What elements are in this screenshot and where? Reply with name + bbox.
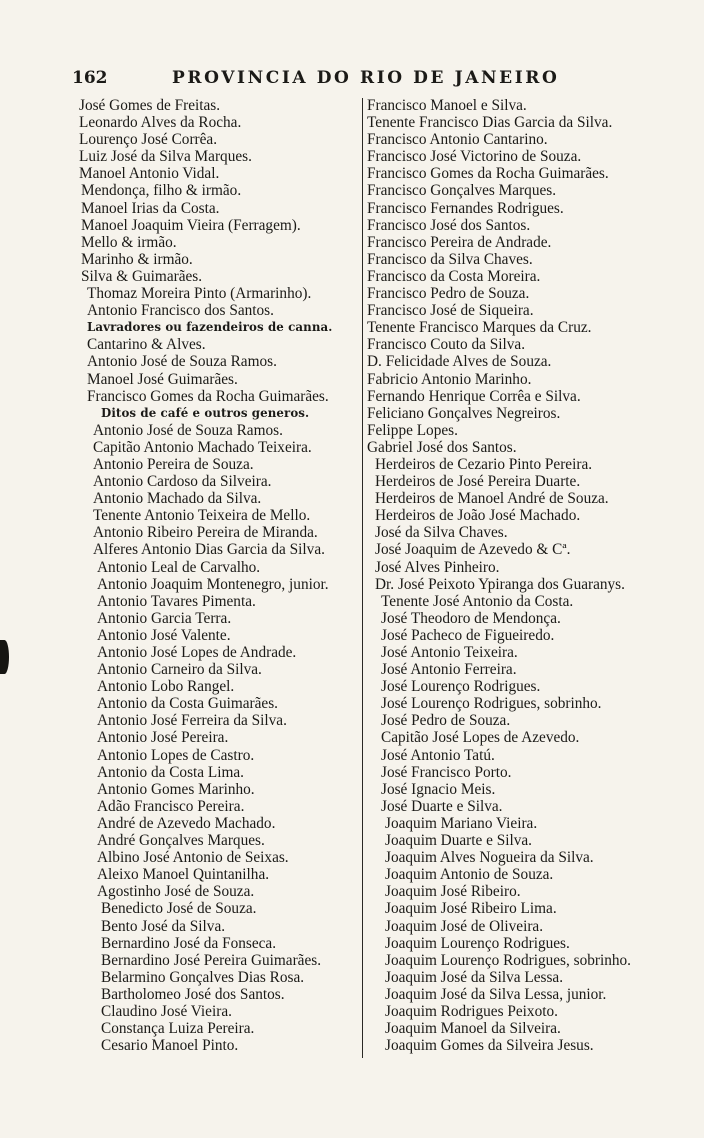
list-item: Joaquim Lourenço Rodrigues, sobrinho. (385, 951, 631, 969)
list-item: Manoel Antonio Vidal. (79, 165, 220, 183)
list-item: Joaquim José de Oliveira. (385, 917, 544, 935)
list-item: Francisco Couto da Silva. (367, 336, 526, 354)
list-item: Joaquim Manoel da Silveira. (385, 1020, 561, 1038)
list-item: Bernardino José Pereira Guimarães. (101, 951, 322, 969)
list-item: Dr. José Peixoto Ypiranga dos Guaranys. (375, 575, 625, 593)
list-item: José Lourenço Rodrigues. (381, 678, 541, 696)
left-column-list (79, 97, 361, 1054)
list-item: José Francisco Porto. (381, 763, 512, 781)
list-item: José Pacheco de Figueiredo. (381, 626, 555, 644)
list-item: Thomaz Moreira Pinto (Armarinho). (87, 285, 312, 303)
list-item: Joaquim Rodrigues Peixoto. (385, 1002, 558, 1020)
list-item: Joaquim Duarte e Silva. (385, 832, 532, 850)
page-number: 162 (72, 68, 108, 88)
list-item: José Theodoro de Mendonça. (381, 609, 561, 627)
list-item: Joaquim Alves Nogueira da Silva. (385, 849, 594, 867)
list-item: Herdeiros de Manoel André de Souza. (375, 490, 609, 508)
list-item: Agostinho José de Souza. (97, 883, 255, 901)
list-item: Aleixo Manoel Quintanilha. (97, 866, 270, 884)
ink-blot (0, 640, 9, 674)
list-item: Antonio da Costa Lima. (97, 763, 245, 781)
list-item: José da Silva Chaves. (375, 524, 508, 542)
list-item: Antonio José de Souza Ramos. (87, 353, 277, 371)
list-item: Francisco Gomes da Rocha Guimarães. (367, 165, 609, 183)
list-item: Albino José Antonio de Seixas. (97, 849, 289, 867)
list-item: Antonio Gomes Marinho. (97, 780, 255, 798)
list-item: Antonio Machado da Silva. (93, 490, 262, 508)
list-item: Francisco Fernandes Rodrigues. (367, 199, 564, 217)
list-item: Tenente Francisco Dias Garcia da Silva. (367, 114, 613, 132)
list-item: Constança Luiza Pereira. (101, 1020, 255, 1038)
list-item: Antonio Garcia Terra. (97, 609, 232, 627)
list-item: Francisco da Silva Chaves. (367, 250, 533, 268)
list-item: Francisco José dos Santos. (367, 216, 531, 234)
list-item: Gabriel José dos Santos. (367, 438, 517, 456)
list-item: Antonio Lopes de Castro. (97, 746, 255, 764)
list-item: Antonio Joaquim Montenegro, junior. (97, 575, 329, 593)
list-item: Herdeiros de José Pereira Duarte. (375, 473, 581, 491)
list-item: André de Azevedo Machado. (97, 814, 276, 832)
list-item: José Antonio Ferreira. (381, 661, 517, 679)
list-item: Antonio José Valente. (97, 626, 231, 644)
list-item: Manoel Irias da Costa. (81, 199, 220, 217)
list-item: Adão Francisco Pereira. (97, 797, 245, 815)
list-item: Francisco José de Siqueira. (367, 302, 534, 320)
list-item: Antonio Pereira de Souza. (93, 455, 254, 473)
list-item: José Joaquim de Azevedo & Cª. (375, 541, 571, 559)
list-item: Antonio Lobo Rangel. (97, 678, 235, 696)
list-item: Bento José da Silva. (101, 917, 226, 935)
list-item: Antonio Tavares Pimenta. (97, 592, 256, 610)
list-item: Herdeiros de João José Machado. (375, 507, 581, 525)
list-item: Antonio Cardoso da Silveira. (93, 473, 272, 491)
list-item: Fabricio Antonio Marinho. (367, 370, 532, 388)
list-item: Francisco Gonçalves Marques. (367, 182, 557, 200)
list-item: Joaquim Mariano Vieira. (385, 814, 538, 832)
list-item: Felippe Lopes. (367, 421, 458, 439)
list-item: Mendonça, filho & irmão. (81, 182, 242, 200)
section-heading: Lavradores ou fazendeiros de canna. (87, 320, 333, 335)
list-item: Francisco Gomes da Rocha Guimarães. (87, 387, 329, 405)
list-item: Antonio José de Souza Ramos. (93, 421, 283, 439)
list-item: D. Felicidade Alves de Souza. (367, 353, 552, 371)
list-item: Cesario Manoel Pinto. (101, 1037, 239, 1055)
list-item: Francisco da Costa Moreira. (367, 267, 541, 285)
list-item: Antonio da Costa Guimarães. (97, 695, 278, 713)
list-item: Antonio Francisco dos Santos. (87, 302, 274, 320)
list-item: José Ignacio Meis. (381, 780, 496, 798)
list-item: Francisco Pedro de Souza. (367, 285, 530, 303)
list-item: Luiz José da Silva Marques. (79, 148, 252, 166)
right-column-list (367, 97, 657, 1054)
list-item: Joaquim Lourenço Rodrigues. (385, 934, 570, 952)
list-item: Antonio José Pereira. (97, 729, 229, 747)
column-divider (362, 98, 363, 1058)
list-item: Bartholomeo José dos Santos. (101, 985, 285, 1003)
list-item: Capitão José Lopes de Azevedo. (381, 729, 580, 747)
list-item: Joaquim José da Silva Lessa. (385, 968, 564, 986)
list-item: Mello & irmão. (81, 233, 177, 251)
list-item: Alferes Antonio Dias Garcia da Silva. (93, 541, 325, 559)
list-item: Francisco Antonio Cantarino. (367, 131, 548, 149)
list-item: Claudino José Vieira. (101, 1002, 232, 1020)
list-item: Manoel Joaquim Vieira (Ferragem). (81, 216, 301, 234)
list-item: Leonardo Alves da Rocha. (79, 114, 242, 132)
list-item: Francisco José Victorino de Souza. (367, 148, 582, 166)
list-item: Joaquim Antonio de Souza. (385, 866, 554, 884)
list-item: Antonio José Lopes de Andrade. (97, 644, 297, 661)
list-item: Fernando Henrique Corrêa e Silva. (367, 387, 581, 405)
list-item: Belarmino Gonçalves Dias Rosa. (101, 968, 305, 986)
list-item: José Antonio Teixeira. (381, 644, 518, 661)
list-item: Bernardino José da Fonseca. (101, 934, 277, 952)
list-item: Antonio Leal de Carvalho. (97, 558, 261, 576)
list-item: Antonio Ribeiro Pereira de Miranda. (93, 524, 318, 542)
page-header (72, 66, 652, 94)
list-item: Marinho & irmão. (81, 250, 193, 268)
list-item: Tenente Antonio Teixeira de Mello. (93, 507, 311, 525)
list-item: José Pedro de Souza. (381, 712, 511, 730)
list-item: Silva & Guimarães. (81, 267, 203, 285)
list-item: Capitão Antonio Machado Teixeira. (93, 438, 312, 456)
list-item: José Alves Pinheiro. (375, 558, 500, 576)
list-item: Lourenço José Corrêa. (79, 131, 218, 149)
list-item: Francisco Manoel e Silva. (367, 97, 527, 114)
list-item: José Gomes de Freitas. (79, 97, 221, 114)
list-item: Tenente José Antonio da Costa. (381, 592, 574, 610)
list-item: Herdeiros de Cezario Pinto Pereira. (375, 455, 593, 473)
list-item: José Duarte e Silva. (381, 797, 503, 815)
section-heading: Ditos de café e outros generos. (101, 405, 310, 420)
list-item: Feliciano Gonçalves Negreiros. (367, 404, 561, 422)
list-item: Joaquim José da Silva Lessa, junior. (385, 985, 607, 1003)
list-item: José Antonio Tatú. (381, 746, 495, 764)
list-item: Joaquim Gomes da Silveira Jesus. (385, 1037, 594, 1055)
list-item: Joaquim José Ribeiro. (385, 883, 521, 901)
list-item: Antonio Carneiro da Silva. (97, 661, 262, 679)
list-item: Benedicto José de Souza. (101, 900, 257, 918)
list-item: Antonio José Ferreira da Silva. (97, 712, 287, 730)
list-item: Joaquim José Ribeiro Lima. (385, 900, 557, 918)
list-item: Francisco Pereira de Andrade. (367, 233, 552, 251)
list-item: Cantarino & Alves. (87, 336, 206, 354)
list-item: André Gonçalves Marques. (97, 832, 265, 850)
list-item: Tenente Francisco Marques da Cruz. (367, 319, 592, 337)
list-item: Manoel José Guimarães. (87, 370, 238, 388)
running-title: PROVINCIA DO RIO DE JANEIRO (172, 68, 560, 88)
list-item: José Lourenço Rodrigues, sobrinho. (381, 695, 602, 713)
